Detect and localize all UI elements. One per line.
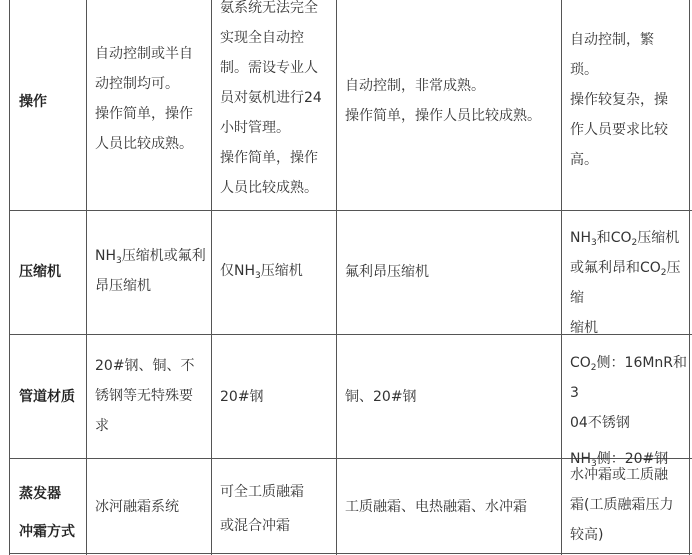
row3-col3: 铜、20#钢 bbox=[345, 389, 417, 405]
cell-line: 氨系统无法完全 bbox=[220, 0, 318, 16]
row-header-defrost-method bbox=[19, 475, 75, 551]
cell-line: $CO_2$侧：16MnR和3 bbox=[570, 355, 688, 401]
row3-col1 bbox=[95, 351, 195, 441]
cell-line: 操作简单，操作人员比较成熟。 bbox=[345, 108, 541, 124]
row1-col2 bbox=[220, 0, 322, 203]
row2-col3: 氟利昂压缩机 bbox=[345, 264, 429, 280]
cell-line: 冲霜方式 bbox=[19, 524, 75, 540]
row1-col3 bbox=[345, 71, 541, 131]
cell-line: 04不锈钢 bbox=[570, 415, 630, 431]
cell-line: 蒸发器 bbox=[19, 486, 61, 502]
cell-line: 锈钢等无特殊要 bbox=[95, 388, 193, 404]
row2-col4 bbox=[570, 223, 692, 343]
column-divider-1 bbox=[86, 0, 87, 555]
cell-line: 动控制均可。 bbox=[95, 76, 179, 92]
cell-line: 或氟利昂和$CO_2$压缩 bbox=[570, 260, 681, 306]
row1-col1 bbox=[95, 39, 193, 159]
cell-line: 较高) bbox=[570, 527, 604, 543]
cell-line: 小时管理。 bbox=[220, 120, 290, 136]
cell-line: $NH_3$和$CO_2$压缩机 bbox=[570, 230, 680, 248]
row3-col4 bbox=[570, 348, 692, 474]
table-border-bottom bbox=[9, 553, 692, 554]
cell-line: 高。 bbox=[570, 152, 598, 168]
cell-line: 实现全自动控 bbox=[220, 30, 304, 46]
cell-line: 人员比较成熟。 bbox=[95, 136, 193, 152]
cell-line: 操作较复杂，操 bbox=[570, 92, 668, 108]
row3-col2: 20#钢 bbox=[220, 389, 264, 405]
row4-col2 bbox=[220, 475, 304, 543]
cell-line: $NH_3$侧：20#钢 bbox=[570, 451, 669, 469]
cell-line: 操作简单，操作 bbox=[220, 150, 318, 166]
row-header-pipe-material: 管道材质 bbox=[19, 389, 75, 405]
row2-col1 bbox=[95, 241, 206, 301]
row-divider-1 bbox=[9, 210, 692, 211]
row-header-operation: 操作 bbox=[19, 94, 47, 110]
cell-line: $NH_3$压缩机或氟利 bbox=[95, 248, 206, 266]
cell-line: 仅$NH_3$压缩机 bbox=[220, 263, 303, 281]
cell-line: 自动控制，非常成熟。 bbox=[345, 78, 485, 94]
cell-line: 自动控制或半自 bbox=[95, 46, 193, 62]
cell-line: 自动控制，繁 bbox=[570, 32, 654, 48]
column-divider-4 bbox=[561, 0, 562, 555]
row4-col1: 冰河融霜系统 bbox=[95, 499, 179, 515]
row1-col4 bbox=[570, 25, 668, 175]
cell-line: 昂压缩机 bbox=[95, 278, 151, 294]
row-header-compressor: 压缩机 bbox=[19, 264, 61, 280]
cell-line: 人员比较成熟。 bbox=[220, 180, 318, 196]
column-divider-3 bbox=[336, 0, 337, 555]
cell-line: 20#钢、铜、不 bbox=[95, 358, 195, 374]
column-divider-2 bbox=[211, 0, 212, 555]
row4-col4 bbox=[570, 460, 673, 550]
cell-line: 作人员要求比较 bbox=[570, 122, 668, 138]
cell-line: 员对氨机进行24 bbox=[220, 90, 322, 106]
cell-line: 水冲霜或工质融 bbox=[570, 467, 668, 483]
cell-line: 操作简单，操作 bbox=[95, 106, 193, 122]
cell-line: 或混合冲霜 bbox=[220, 518, 290, 534]
table-border-left bbox=[9, 0, 10, 555]
cell-line: 可全工质融霜 bbox=[220, 484, 304, 500]
cell-line: 缩机 bbox=[570, 320, 598, 336]
cell-line: 霜(工质融霜压力 bbox=[570, 497, 674, 513]
cell-line: 琐。 bbox=[570, 62, 598, 78]
cell-line: 制。需设专业人 bbox=[220, 60, 318, 76]
cell-line: 求 bbox=[95, 418, 109, 434]
row4-col3: 工质融霜、电热融霜、水冲霜 bbox=[345, 499, 527, 515]
row2-col2 bbox=[220, 256, 303, 286]
